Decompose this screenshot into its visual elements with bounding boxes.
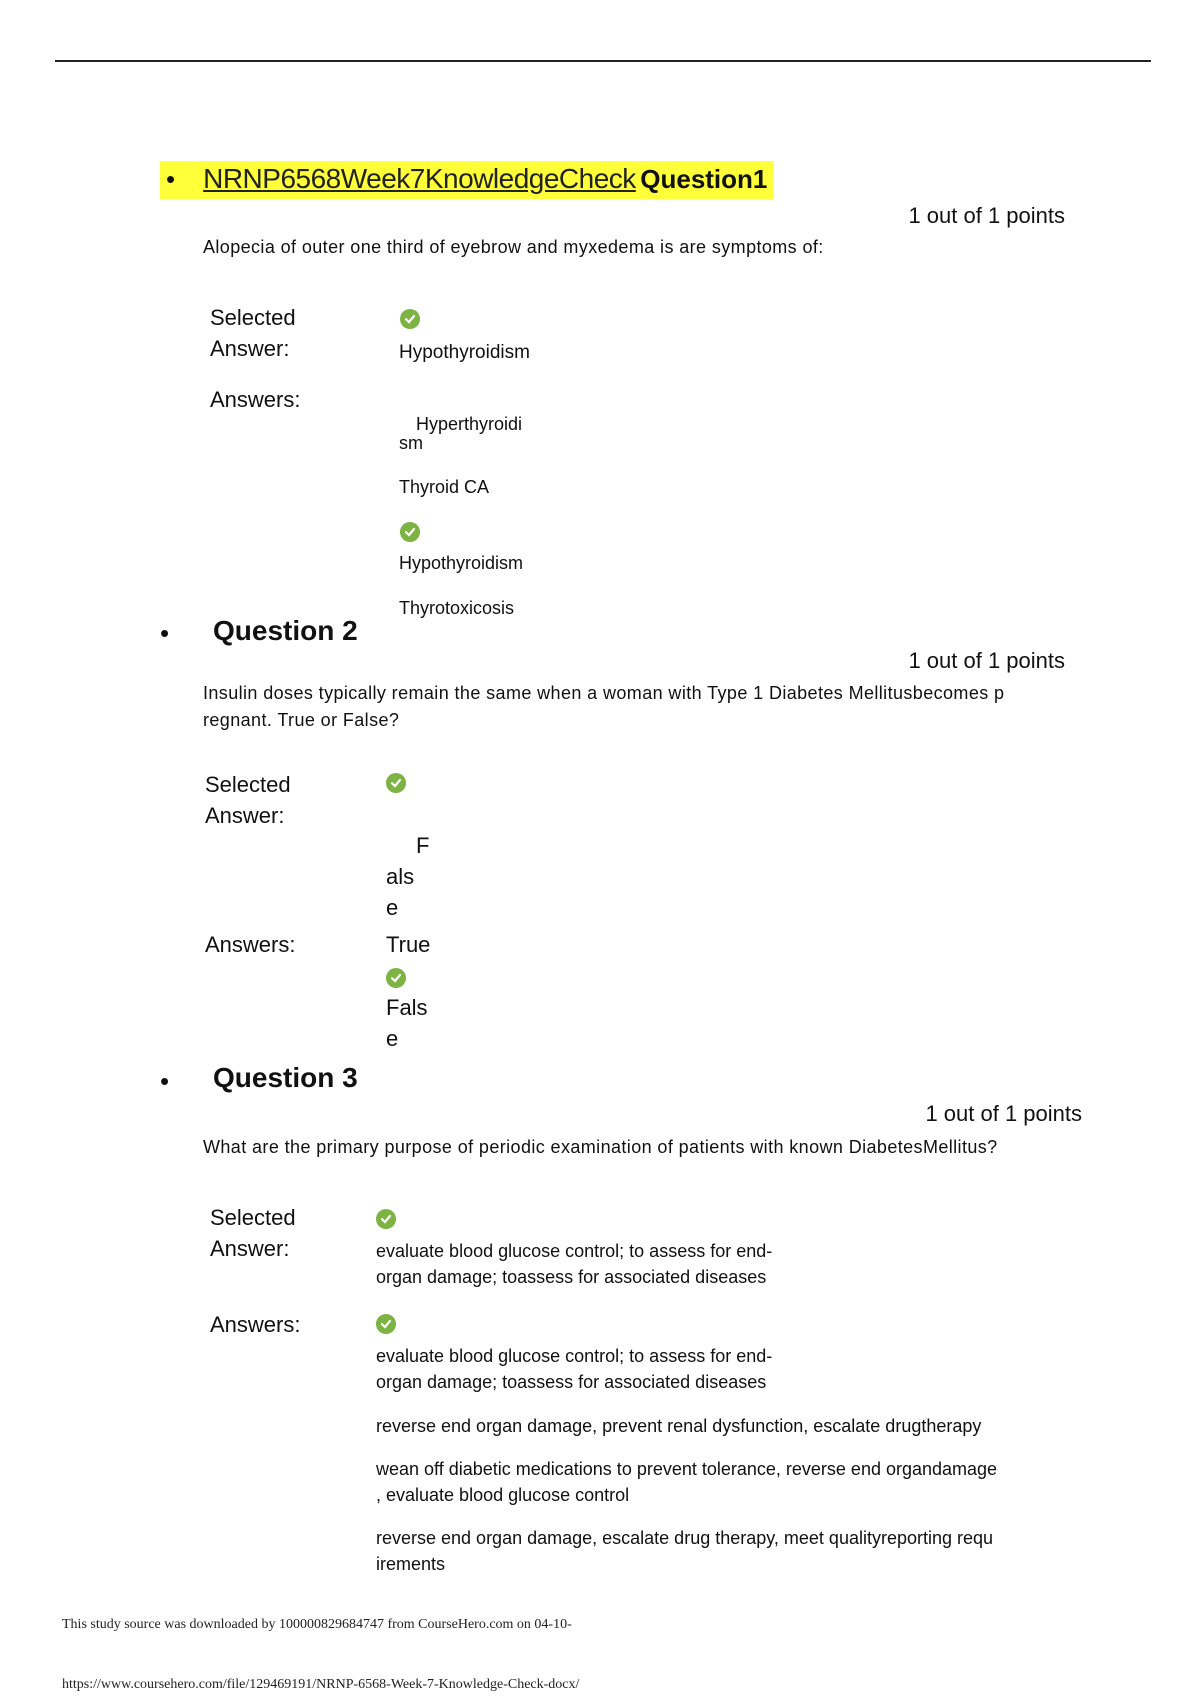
answer-option: Hyperthyroidi (416, 414, 523, 434)
answer-option: True (386, 932, 431, 957)
answer-option: reverse end organ damage, prevent renal dysfunction, escalate drugtherapy (376, 1416, 982, 1436)
answer-option: Thyrotoxicosis (399, 598, 515, 618)
answers-label: Answers: (210, 387, 301, 412)
question-2-points: 1 out of 1 points (908, 648, 1065, 673)
question-3-selected-answer: evaluate blood glucose control; to assess for end- organ damage; toassess for associated diseases (376, 1241, 773, 1287)
answer-option-correct: evaluate blood glucose control; to assess for end- organ damage; toassess for associated diseases (376, 1346, 773, 1392)
bullet: • (160, 618, 170, 648)
check-circle-icon (400, 522, 420, 542)
top-rule (55, 60, 1151, 62)
answers-label: Answers: (205, 932, 296, 957)
question-1-title-highlight (160, 161, 773, 199)
check-circle-icon (386, 773, 406, 793)
answer-option-correct: Fals e (386, 995, 428, 1051)
answer-option-correct: Hypothyroidism (399, 553, 524, 573)
question-2-selected-answer: F als e (386, 833, 430, 920)
question-1-selected-answer: Hypothyroidism (399, 342, 530, 363)
bullet: • (166, 164, 176, 194)
answers-label: Answers: (210, 1312, 301, 1337)
selected-answer-label: Selected Answer: (205, 772, 291, 828)
question-2-text: Insulin doses typically remain the same when a woman with Type 1 Diabetes Mellitusbecomes p regnant. True or False? (203, 683, 1005, 730)
answer-option: reverse end organ damage, escalate drug therapy, meet qualityreporting requ irements (376, 1528, 994, 1574)
bullet: • (160, 1066, 170, 1096)
selected-answer-label: Selected Answer: (210, 305, 296, 361)
selected-answer-label: Selected Answer: (210, 1205, 296, 1261)
check-circle-icon (376, 1314, 396, 1334)
footer-download-note: This study source was downloaded by 100000829684747 from CourseHero.com on 04-10- (62, 1617, 572, 1632)
question-1-points: 1 out of 1 points (908, 203, 1065, 228)
question-3-text: What are the primary purpose of periodic examination of patients with known DiabetesMellitus? (203, 1137, 998, 1157)
answer-option-wrap: sm (399, 433, 423, 453)
answer-option: Thyroid CA (399, 477, 490, 497)
question-1-heading: Question1 (640, 164, 768, 194)
question-3-heading: Question 3 (213, 1062, 358, 1093)
knowledge-check-title-link[interactable]: NRNP6568Week7KnowledgeCheck (203, 163, 636, 194)
footer-source-url[interactable]: https://www.coursehero.com/file/129469191/NRNP-6568-Week-7-Knowledge-Check-docx/ (62, 1677, 580, 1692)
question-2-heading: Question 2 (213, 615, 358, 646)
check-circle-icon (386, 968, 406, 988)
question-1-text: Alopecia of outer one third of eyebrow and myxedema is are symptoms of: (203, 237, 824, 257)
answer-option: wean off diabetic medications to prevent tolerance, reverse end organdamage , evaluate blood glucose control (376, 1459, 998, 1505)
check-circle-icon (376, 1209, 396, 1229)
question-3-points: 1 out of 1 points (925, 1101, 1082, 1126)
check-circle-icon (400, 309, 420, 329)
